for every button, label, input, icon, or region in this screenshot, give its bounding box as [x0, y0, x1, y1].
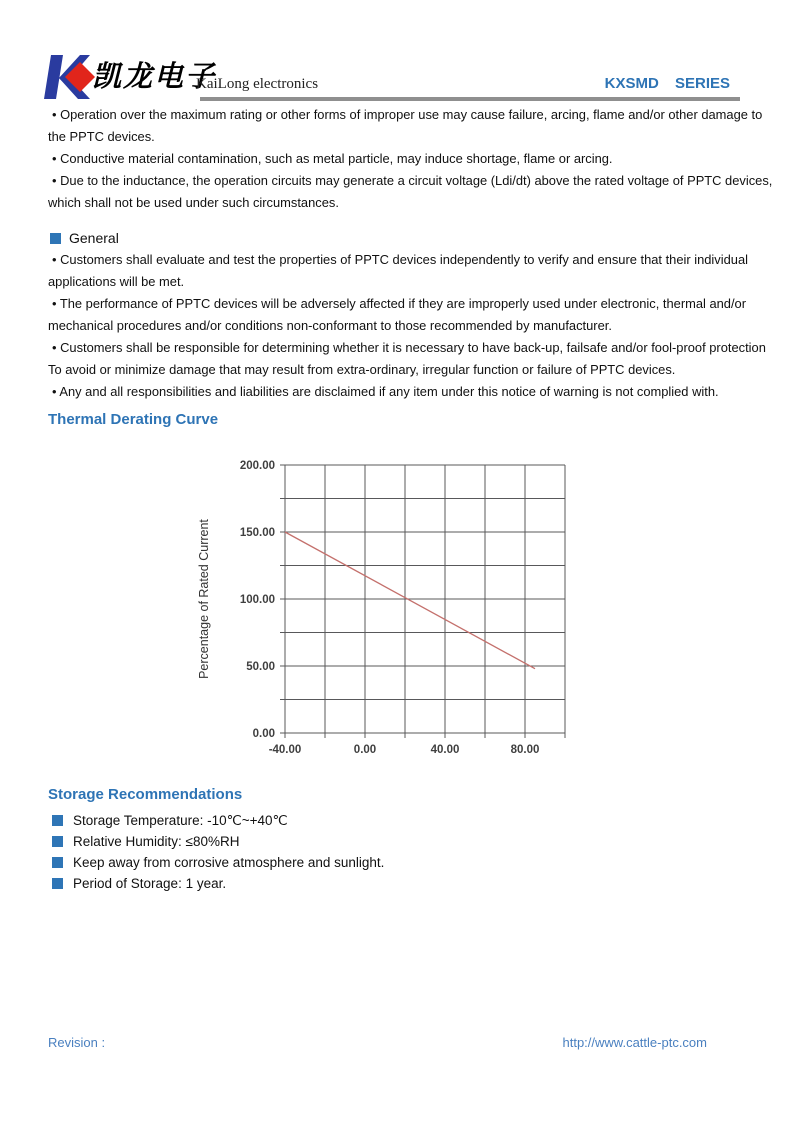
- list-item: [52, 873, 384, 894]
- svg-text:0.00: 0.00: [252, 728, 275, 740]
- storage-list: [52, 810, 384, 894]
- general-line: • Customers shall be responsible for determining whether it is necessary to have back-up, failsafe and/or fool-proof protection: [52, 340, 766, 355]
- general-line: To avoid or minimize damage that may result from extra-ordinary, irregular function or failure of PPTC devices.: [48, 362, 676, 377]
- storage-item-text: Keep away from corrosive atmosphere and sunlight.: [73, 855, 385, 870]
- series-title: KXSMD SERIES: [604, 75, 730, 92]
- general-line: applications will be met.: [48, 274, 185, 289]
- square-bullet-icon: [52, 878, 63, 889]
- list-item: [52, 810, 384, 831]
- svg-text:Percentage of Rated Current: Percentage of Rated Current: [197, 519, 211, 679]
- chart-container: [190, 453, 620, 780]
- warning-line: • Due to the inductance, the operation circuits may generate a circuit voltage (Ldi/dt) above the rated voltage of PPTC devices,: [52, 173, 773, 188]
- svg-text:100.00: 100.00: [239, 594, 275, 606]
- square-bullet-icon: [52, 815, 63, 826]
- svg-text:0.00: 0.00: [353, 744, 377, 756]
- general-heading-label: General: [69, 230, 119, 246]
- svg-text:50.00: 50.00: [246, 661, 275, 673]
- svg-text:150.00: 150.00: [239, 527, 275, 539]
- svg-text:80.00: 80.00: [510, 744, 540, 756]
- warning-line: which shall not be used under such circumstances.: [48, 195, 339, 210]
- body-text: [48, 104, 773, 403]
- svg-text:40.00: 40.00: [430, 744, 460, 756]
- revision-label: Revision :: [48, 1035, 106, 1050]
- square-bullet-icon: [50, 233, 61, 244]
- square-bullet-icon: [52, 836, 63, 847]
- warning-line: • Conductive material contamination, such as metal particle, may induce shortage, flame or arcing.: [52, 151, 613, 166]
- svg-text:-40.00: -40.00: [268, 744, 302, 756]
- square-bullet-icon: [52, 857, 63, 868]
- storage-recommendations-heading: Storage Recommendations: [48, 786, 243, 803]
- logo-chinese-text: 凯龙电子: [92, 59, 217, 93]
- svg-text:200.00: 200.00: [239, 460, 275, 472]
- thermal-derating-heading: Thermal Derating Curve: [48, 411, 219, 428]
- list-item: [52, 831, 384, 852]
- general-line: • Any and all responsibilities and liabilities are disclaimed if any item under this notice of warning is not complied with.: [52, 384, 719, 399]
- list-item: [52, 852, 384, 873]
- storage-item-text: Storage Temperature: -10℃~+40℃: [73, 813, 288, 828]
- storage-item-text: Relative Humidity: ≤80%RH: [73, 834, 240, 849]
- thermal-derating-chart: [190, 453, 620, 775]
- storage-item-text: Period of Storage: 1 year.: [73, 876, 227, 891]
- general-line: mechanical procedures and/or conditions non-conformant to those recommended by manufacturer.: [48, 318, 612, 333]
- logo-english-text: KaiLong electronics: [196, 76, 319, 92]
- warning-line: the PPTC devices.: [48, 129, 155, 144]
- general-line: • Customers shall evaluate and test the properties of PPTC devices independently to verify and ensure that their individual: [52, 252, 748, 267]
- warning-line: • Operation over the maximum rating or other forms of improper use may cause failure, arcing, flame and/or other damage to: [52, 107, 763, 122]
- page-footer: [48, 1035, 707, 1050]
- header-divider: [200, 97, 740, 101]
- general-line: • The performance of PPTC devices will be adversely affected if they are improperly used under electronic, thermal and/or: [52, 296, 747, 311]
- general-section-heading: [48, 227, 748, 249]
- website-link[interactable]: http://www.cattle-ptc.com: [562, 1035, 707, 1050]
